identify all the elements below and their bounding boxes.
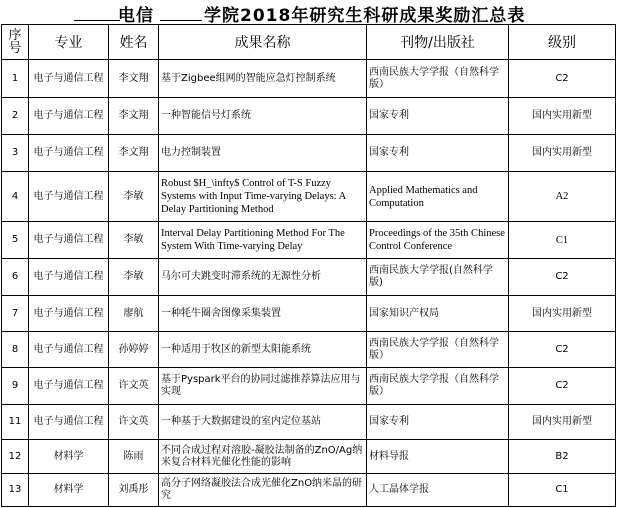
cell-seq: 8 (2, 332, 29, 368)
cell-achievement: 不同合成过程对溶胶-凝胶法制备的ZnO/Ag纳米复合材料光催化性能的影响 (159, 440, 367, 474)
cell-seq: 12 (2, 440, 29, 474)
cell-seq: 4 (2, 172, 29, 222)
cell-major: 材料学 (29, 474, 109, 507)
table-row (2, 474, 616, 507)
cell-seq: 9 (2, 368, 29, 405)
cell-achievement: 一种适用于牧区的新型太阳能系统 (159, 332, 367, 368)
cell-achievement: 马尔可夫跳变时滞系统的无源性分析 (159, 259, 367, 296)
title-part2: 学院2018年研究生科研成果奖励汇总表 (204, 6, 526, 26)
cell-achievement: 一种基于大数据建设的室内定位基站 (159, 405, 367, 440)
cell-name: 李敏 (109, 222, 159, 259)
table-row (2, 405, 616, 440)
cell-publication: 国家专利 (367, 405, 509, 440)
header-seq: 序号 (2, 25, 29, 60)
table-row (2, 135, 616, 172)
cell-publication: 西南民族大学学报（自然科学版） (367, 60, 509, 98)
cell-name: 李文翔 (109, 98, 159, 135)
cell-publication: 人工晶体学报 (367, 474, 509, 507)
cell-major: 电子与通信工程 (29, 172, 109, 222)
cell-achievement: 一种智能信号灯系统 (159, 98, 367, 135)
cell-achievement: Robust $H_\infty$ Control of T-S Fuzzy Systems with Input Time-varying Delays: A Delay Partitioning Method (159, 172, 367, 222)
title-part1: 电信 (118, 6, 154, 26)
cell-seq: 5 (2, 222, 29, 259)
cell-name: 廖航 (109, 296, 159, 332)
cell-level: 国内实用新型 (509, 135, 616, 172)
cell-achievement: 电力控制装置 (159, 135, 367, 172)
cell-level: C2 (509, 368, 616, 405)
cell-name: 李文翔 (109, 135, 159, 172)
cell-level: B2 (509, 440, 616, 474)
cell-name: 陈雨 (109, 440, 159, 474)
cell-publication: Applied Mathematics and Computation (367, 172, 509, 222)
table-row (2, 440, 616, 474)
cell-publication: 国家专利 (367, 135, 509, 172)
cell-achievement: 高分子网络凝胶法合成光催化ZnO纳米晶的研究 (159, 474, 367, 507)
header-achievement: 成果名称 (159, 25, 367, 60)
header-name: 姓名 (109, 25, 159, 60)
cell-major: 电子与通信工程 (29, 60, 109, 98)
header-major: 专业 (29, 25, 109, 60)
title-blank-underline (74, 3, 120, 21)
cell-level: C1 (509, 222, 616, 259)
cell-publication: 西南民族大学学报（自然科学版） (367, 332, 509, 368)
cell-name: 李敏 (109, 259, 159, 296)
table-row (2, 332, 616, 368)
title-blank-underline (160, 3, 202, 21)
cell-major: 材料学 (29, 440, 109, 474)
cell-seq: 3 (2, 135, 29, 172)
cell-achievement: 一种牦牛圈舍图像采集装置 (159, 296, 367, 332)
cell-major: 电子与通信工程 (29, 405, 109, 440)
table-row (2, 222, 616, 259)
cell-level: 国内实用新型 (509, 405, 616, 440)
cell-level: C2 (509, 60, 616, 98)
cell-level: C1 (509, 474, 616, 507)
table-row (2, 259, 616, 296)
cell-major: 电子与通信工程 (29, 368, 109, 405)
cell-seq: 1 (2, 60, 29, 98)
cell-major: 电子与通信工程 (29, 135, 109, 172)
cell-major: 电子与通信工程 (29, 296, 109, 332)
table-row (2, 368, 616, 405)
cell-seq: 13 (2, 474, 29, 507)
cell-level: A2 (509, 172, 616, 222)
cell-name: 李文翔 (109, 60, 159, 98)
cell-achievement: 基于Zigbee组网的智能应急灯控制系统 (159, 60, 367, 98)
cell-publication: 西南民族大学学报（自然科学版） (367, 368, 509, 405)
cell-publication: 西南民族大学学报(自然科学版) (367, 259, 509, 296)
cell-major: 电子与通信工程 (29, 222, 109, 259)
cell-level: 国内实用新型 (509, 98, 616, 135)
title-bar (0, 0, 618, 24)
cell-level: 国内实用新型 (509, 296, 616, 332)
cell-major: 电子与通信工程 (29, 332, 109, 368)
table-row (2, 60, 616, 98)
table-row (2, 98, 616, 135)
header-row (2, 25, 616, 60)
cell-publication: 材料导报 (367, 440, 509, 474)
cell-level: C2 (509, 332, 616, 368)
cell-seq: 11 (2, 405, 29, 440)
cell-publication: 国家专利 (367, 98, 509, 135)
table-row (2, 296, 616, 332)
cell-name: 李敏 (109, 172, 159, 222)
awards-table (1, 24, 616, 507)
header-publication: 刊物/出版社 (367, 25, 509, 60)
cell-publication: Proceedings of the 35th Chinese Control Conference (367, 222, 509, 259)
cell-achievement: 基于Pyspark平台的协同过滤推荐算法应用与实现 (159, 368, 367, 405)
cell-achievement: Interval Delay Partitioning Method For The System With Time-varying Delay (159, 222, 367, 259)
cell-major: 电子与通信工程 (29, 98, 109, 135)
cell-seq: 7 (2, 296, 29, 332)
cell-name: 许文英 (109, 368, 159, 405)
header-level: 级别 (509, 25, 616, 60)
cell-name: 孙婷婷 (109, 332, 159, 368)
cell-publication: 国家知识产权局 (367, 296, 509, 332)
cell-seq: 6 (2, 259, 29, 296)
cell-seq: 2 (2, 98, 29, 135)
cell-level: C2 (509, 259, 616, 296)
cell-name: 刘禹彤 (109, 474, 159, 507)
cell-major: 电子与通信工程 (29, 259, 109, 296)
cell-name: 许文英 (109, 405, 159, 440)
table-row (2, 172, 616, 222)
